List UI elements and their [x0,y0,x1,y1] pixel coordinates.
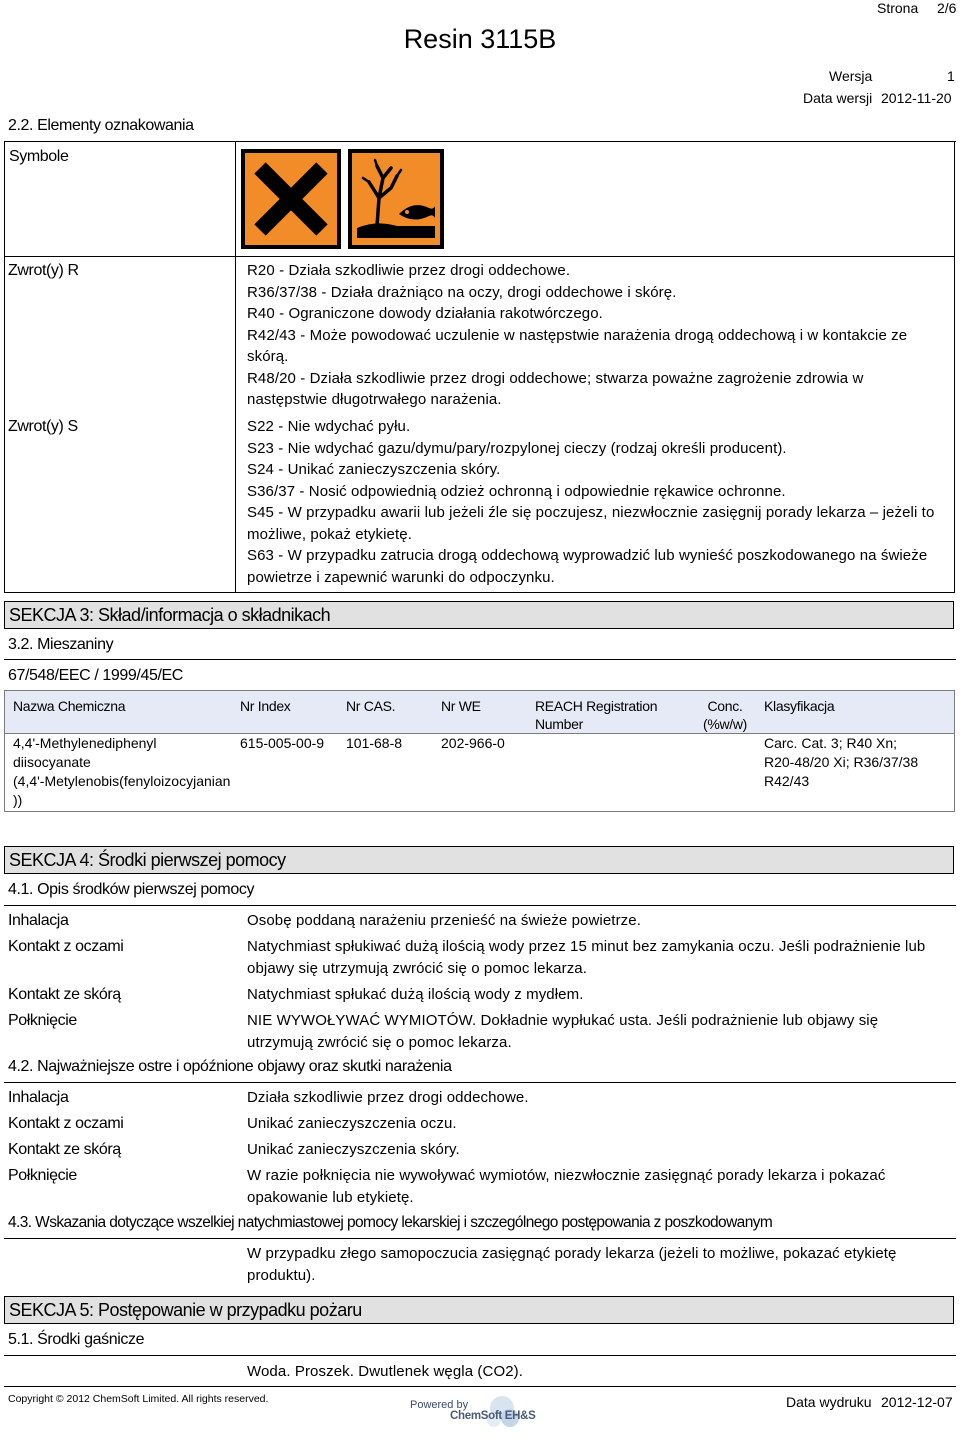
col-header-class: Klasyfikacja [764,698,835,714]
cell-class-line: R20-48/20 Xi; R36/37/38 [764,754,919,770]
text-ingestion: W razie połknięcia nie wywoływać wymiotów, niezwłocznie zasięgnąć porady lekarza i pokazać opakowanie lub etykietę. [247,1167,886,1206]
s-phrase: S23 - Nie wdychać gazu/dymu/pary/rozpylonej cieczy (rodzaj określi producent). [247,439,787,457]
r-phrase: R48/20 - Działa szkodliwie przez drogi oddechowe; stwarza poważne zagrożenie zdrowia w następstwie długotrwałego narażenia. [247,369,864,408]
cell-name [13,734,235,810]
composition-table-header [4,690,955,734]
page-label: Strona [877,0,919,16]
section-5-heading: SEKCJA 5: Postępowanie w przypadku pożaru [4,1296,954,1324]
s-phrase: S22 - Nie wdychać pyłu. [247,418,411,435]
label-inhalation: Inhalacja [8,1089,69,1106]
cell-cas: 101-68-8 [346,735,403,751]
footer-divider [4,1386,956,1387]
cell-class [764,734,918,791]
page-number: 2/6 [937,0,957,16]
cell-name-line: )) [13,792,23,808]
label-skin-contact: Kontakt ze skórą [8,1141,121,1158]
label-ingestion: Połknięcie [8,1012,77,1029]
subsection-heading-5-1: 5.1. Środki gaśnicze [8,1331,145,1348]
environment-hazard-icon [347,148,445,255]
s-phrases-label: Zwrot(y) S [8,418,78,435]
version-date-label: Data wersji [803,90,873,106]
cell-name-line: 4,4'-Methylenediphenyl [13,735,157,751]
divider [4,659,956,660]
subsection-heading-3-2: 3.2. Mieszaniny [8,636,114,653]
col-header-reach [535,697,657,733]
col-header-reach-line: Number [535,716,583,732]
print-date-value: 2012-12-07 [881,1394,953,1410]
chemsoft-logo [448,1394,536,1436]
text-inhalation: Osobę poddaną narażeniu przenieść na świeże powietrze. [247,912,641,929]
subsection-heading-2-2: 2.2. Elementy oznakowania [8,117,194,134]
text-ingestion: NIE WYWOŁYWAĆ WYMIOTÓW. Dokładnie wypłukać usta. Jeśli podrażnienie lub objawy się utrzymują zwrócić się o pomoc lekarza. [247,1012,879,1051]
s-phrase: S45 - W przypadku awarii lub jeżeli źle się poczujesz, niezwłocznie zasięgnij porady lekarza – jeżeli to możliwe, pokaż etykietę. [247,504,935,543]
copyright-text: Copyright © 2012 ChemSoft Limited. All rights reserved. [8,1393,269,1405]
symbols-label-cell [4,141,236,257]
r-phrase-list [247,260,942,411]
text-skin-contact: Unikać zanieczyszczenia skóry. [247,1141,460,1158]
divider [4,1238,956,1239]
r-phrases-label: Zwrot(y) R [8,262,79,279]
col-header-conc [695,697,755,733]
directive-label: 67/548/EEC / 1999/45/EC [8,667,183,684]
symbols-label: Symbole [9,148,69,165]
label-inhalation: Inhalacja [8,912,69,929]
s-phrase: S63 - W przypadku zatrucia drogą oddechową wyprowadzić lub wynieść poszkodowanego na świeże powietrze i zapewnić warunki do odpoczynku. [247,547,928,586]
label-skin-contact: Kontakt ze skórą [8,986,121,1003]
version-date-value: 2012-11-20 [881,90,952,106]
col-header-reach-line: REACH Registration [535,698,658,714]
cell-class-line: Carc. Cat. 3; R40 Xn; [764,735,898,751]
s-phrase: S24 - Unikać zanieczyszczenia skóry. [247,461,501,478]
r-phrase: R20 - Działa szkodliwie przez drogi oddechowe. [247,262,571,279]
divider [4,905,956,906]
subsection-heading-4-3: 4.3. Wskazania dotyczące wszelkiej natychmiastowej pomocy lekarskiej i szczególnego postępowania z poszkodowanym [8,1214,773,1231]
r-phrase: R42/43 - Może powodować uczulenie w następstwie narażenia drogą oddechową i w kontakcie ze skórą. [247,326,908,365]
version-value: 1 [947,68,955,84]
text-eye-contact: Natychmiast spłukiwać dużą ilością wody przez 15 minut bez zamykania oczu. Jeśli podrażnienie lub objawy się utrzymują zwrócić się o pomoc lekarza. [247,938,926,977]
cell-we: 202-966-0 [441,735,505,751]
medical-attention-text: W przypadku złego samopoczucia zasięgnąć porady lekarza (jeżeli to możliwe, pokazać etykietę produktu). [247,1245,897,1284]
col-header-conc-line: Conc. [707,698,743,714]
col-header-name: Nazwa Chemiczna [13,698,126,714]
print-date-label: Data wydruku [786,1394,872,1410]
powered-by-label: Powered by [410,1399,469,1411]
label-ingestion: Połknięcie [8,1167,77,1184]
harmful-x-icon [240,148,342,255]
subsection-heading-4-1: 4.1. Opis środków pierwszej pomocy [8,881,255,898]
logo-text: ChemSoft EH&S [450,1410,536,1422]
cell-name-line: diisocyanate [13,754,91,770]
col-header-conc-line: (%w/w) [702,716,748,732]
label-eye-contact: Kontakt z oczami [8,938,124,955]
divider [4,1082,956,1083]
subsection-heading-4-2: 4.2. Najważniejsze ostre i opóźnione objawy oraz skutki narażenia [8,1058,452,1075]
text-inhalation: Działa szkodliwie przez drogi oddechowe. [247,1089,529,1106]
cell-class-line: R42/43 [764,773,810,789]
col-header-cas: Nr CAS. [346,698,396,714]
composition-table-row [4,733,955,812]
s-phrase-list [247,416,942,588]
version-label: Wersja [829,68,873,84]
section-3-heading: SEKCJA 3: Skład/informacja o składnikach [4,601,954,629]
document-title: Resin 3115B [403,24,557,54]
s-phrase: S36/37 - Nosić odpowiednią odzież ochronną i odpowiednie rękawice ochronne. [247,482,786,500]
col-header-index: Nr Index [240,698,291,714]
symbols-cell [235,141,955,257]
extinguishing-media-text: Woda. Proszek. Dwutlenek węgla (CO2). [247,1363,524,1380]
cell-name-line: (4,4'-Metylenobis(fenyloizocyjanian [13,773,231,789]
col-header-we: Nr WE [441,698,481,714]
r-phrase: R36/37/38 - Działa drażniąco na oczy, drogi oddechowe i skórę. [247,283,677,301]
text-eye-contact: Unikać zanieczyszczenia oczu. [247,1115,457,1132]
cell-index: 615-005-00-9 [240,735,325,751]
section-4-heading: SEKCJA 4: Środki pierwszej pomocy [4,846,954,874]
r-phrase: R40 - Ograniczone dowody działania rakotwórczego. [247,305,603,322]
text-skin-contact: Natychmiast spłukać dużą ilością wody z mydłem. [247,986,584,1003]
divider [4,1355,956,1356]
label-eye-contact: Kontakt z oczami [8,1115,124,1132]
